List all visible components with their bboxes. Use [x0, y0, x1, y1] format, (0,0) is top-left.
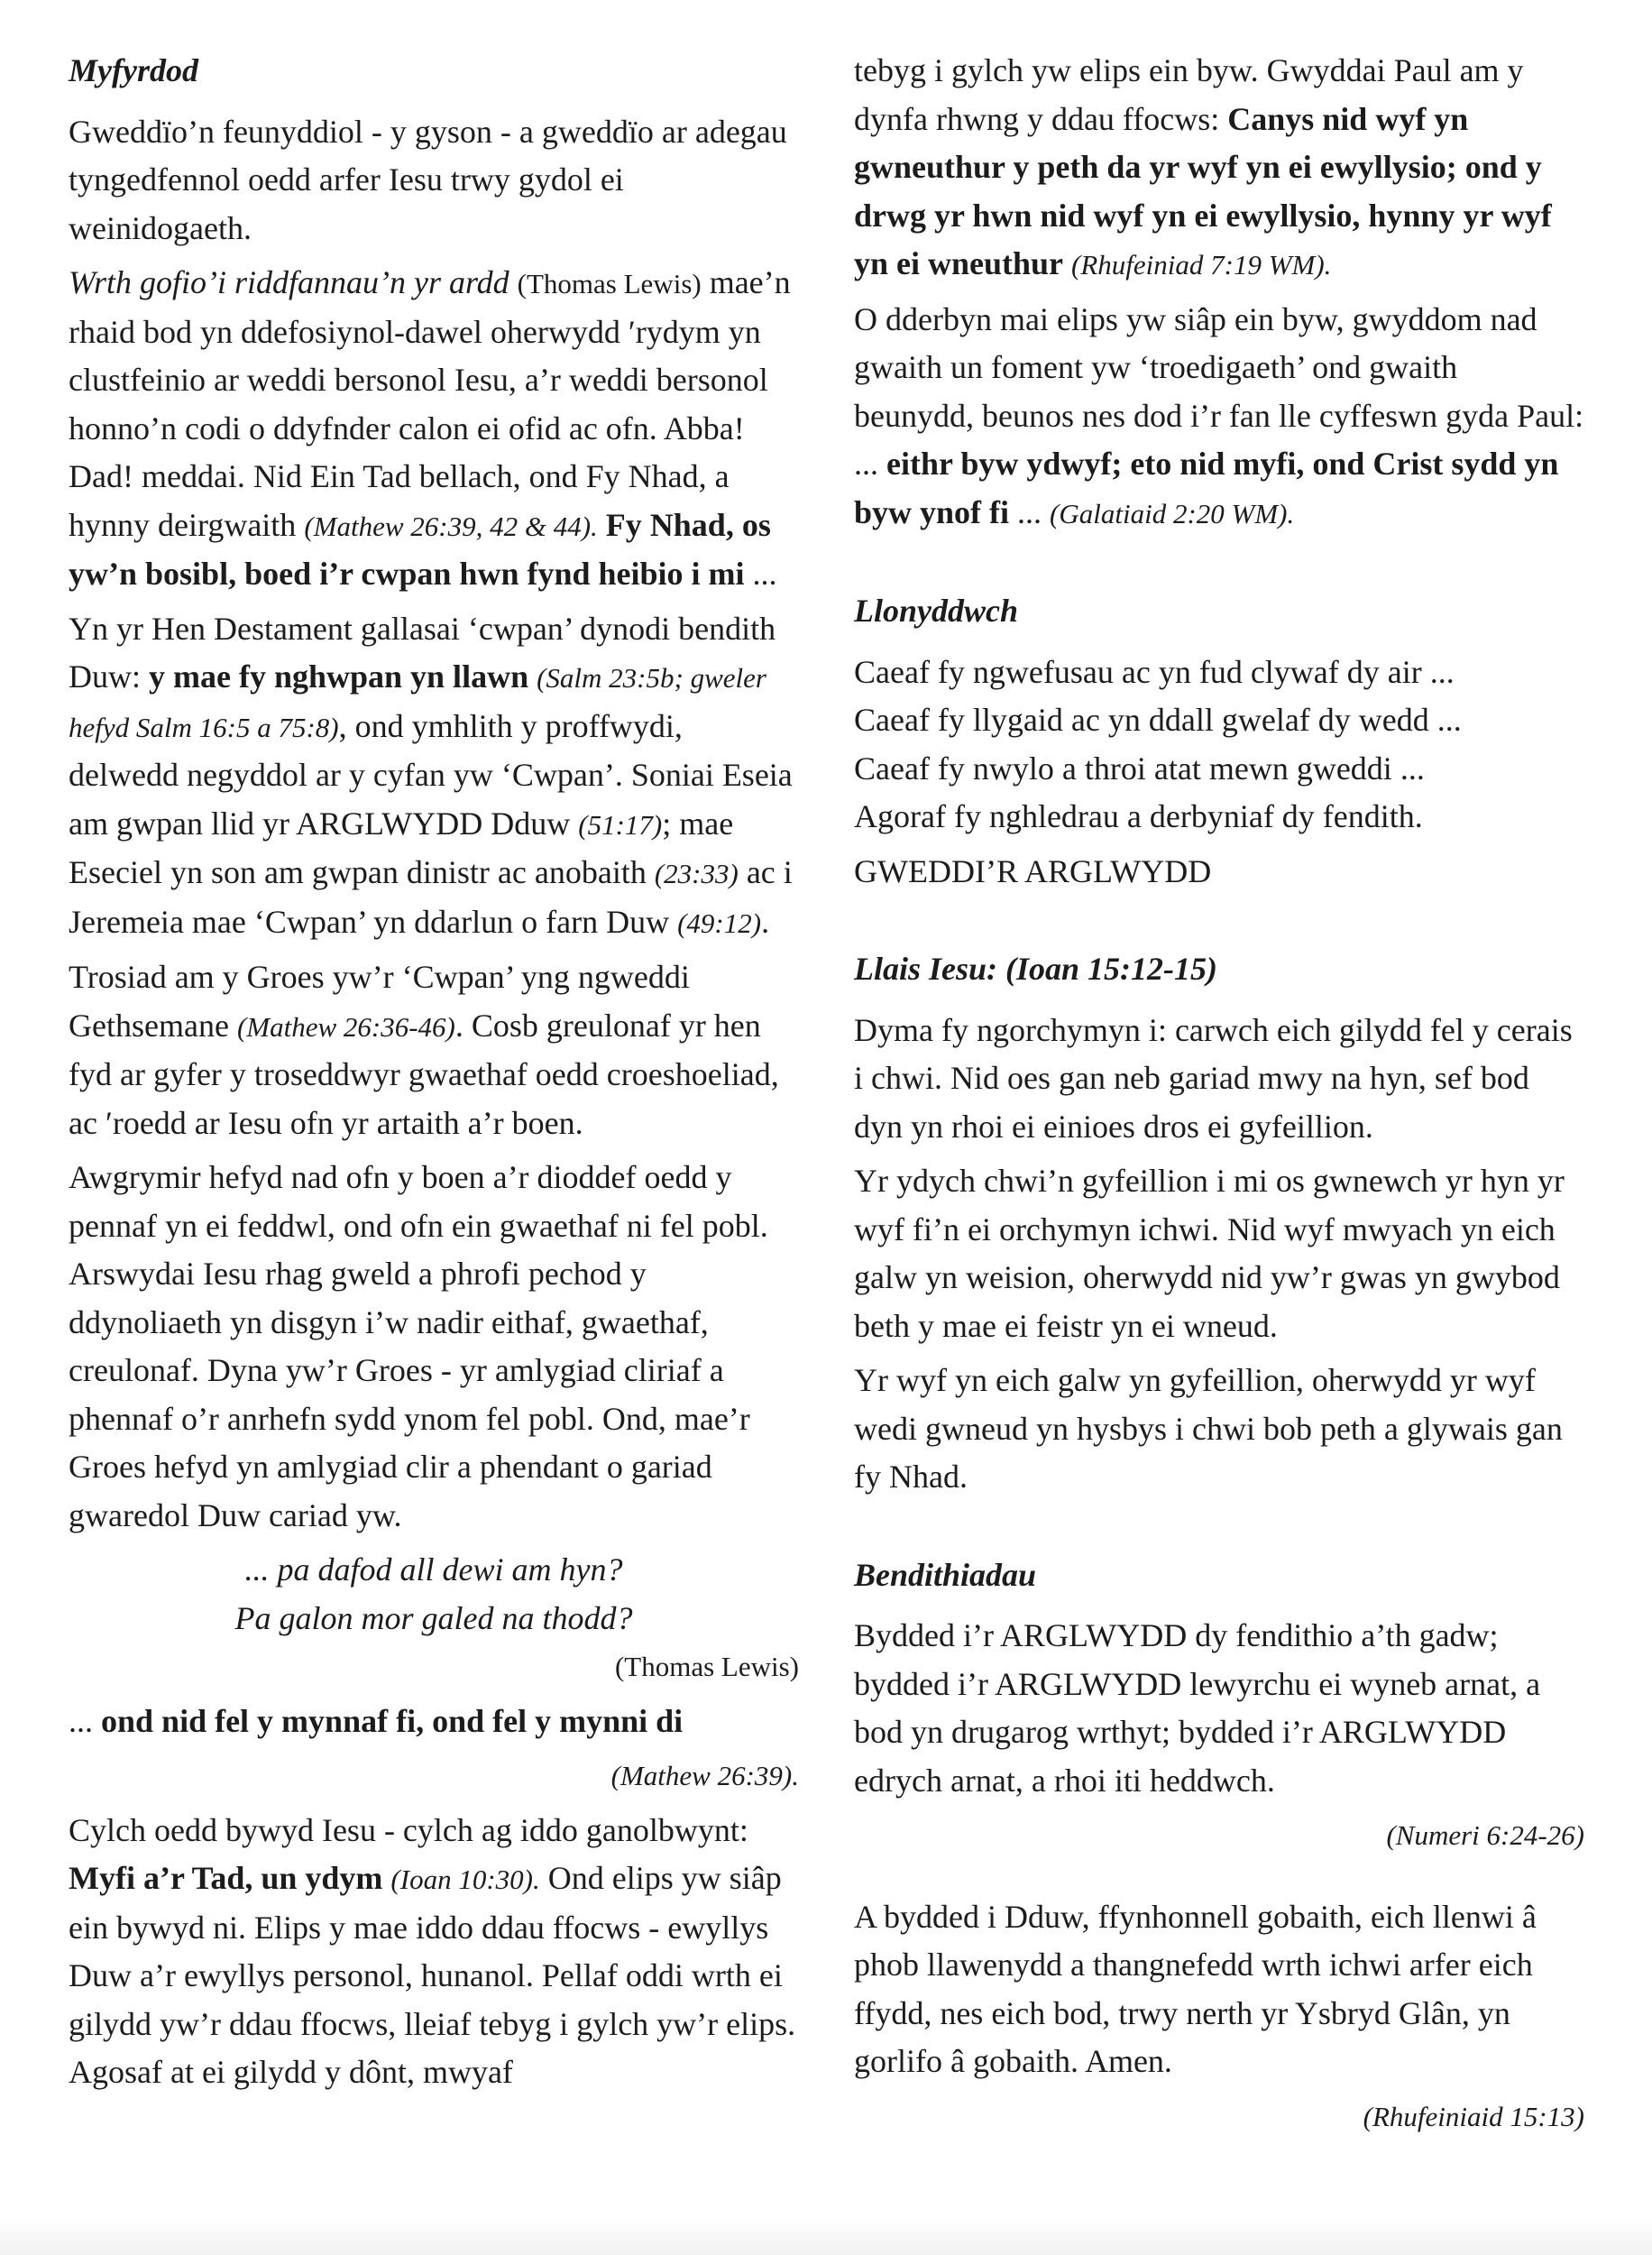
poem-author: (Thomas Lewis) [614, 1651, 799, 1682]
paragraph-6-text: Cylch oedd bywyd Iesu - cylch ag iddo ganolbwynt: [69, 1811, 748, 1848]
poem-line-1: ... pa dafod all dewi am hyn? [244, 1551, 623, 1588]
lords-prayer: GWEDDI’R ARGLWYDD [854, 852, 1212, 889]
stillness-lines [854, 649, 1584, 842]
scripture-ref: (Ioan 10:30). [390, 1864, 540, 1895]
paragraph-3 [69, 605, 799, 948]
scripture-ref: (Mathew 26:36-46) [236, 1010, 455, 1043]
stillness-line: Caeaf fy llygaid ac yn ddall gwelaf dy wedd ... [854, 702, 1462, 738]
verse-paragraph: Yr wyf yn eich galw yn gyfeillion, oherwydd yr wyf wedi gwneud yn hysbys i chwi bob peth a glywais gan fy Nhad. [854, 1362, 1563, 1495]
paragraph-4-text: Trosiad am y Groes yw’r ‘Cwpan’ yng ngweddi Gethsemane [69, 959, 690, 1044]
ellipsis: ... [1017, 493, 1042, 530]
spacer [854, 1508, 1584, 1551]
hymn-quote: Wrth gofio’i riddfannau’n yr ardd [69, 264, 509, 300]
bold-quote: y mae fy nghwpan yn llawn [149, 658, 529, 695]
scripture-ref: (23:33) [654, 858, 739, 889]
paragraph-1: Gweddïo’n feunyddiol - y gyson - a gweddïo ar adegau tyngedfennol oedd arfer Iesu trwy gydol ei weinidogaeth. [69, 113, 787, 246]
scripture-ref: (Mathew 26:39). [610, 1760, 799, 1791]
blessing-2: A bydded i Dduw, ffynhonnell gobaith, eich llenwi â phob llawenydd a thangnefedd wrth ichwi arfer eich ffydd, nes eich bod, trwy nerth yr Ysbryd Glân, yn gorlifo â gobaith. Amen. [854, 1898, 1537, 2079]
blessing-1-ref: (Numeri 6:24-26) [1386, 1819, 1584, 1851]
paragraph-5: Awgrymir hefyd nad ofn y boen a’r dioddef oedd y pennaf yn ei feddwl, ond ofn ein gwaethaf ni fel pobl. Arswydai Iesu rhag gweld a phrofi pechod y ddynoliaeth yn disgyn i’w nadir eithaf, gwaethaf, creulonaf. Dyna yw’r Groes - yr amlygiad cliriaf a phennaf o’r anrhefn sydd ynom fel pobl. Ond, mae’r Groes hefyd yn amlygiad clir a phendant o gariad gwaredol Duw cariad yw. [69, 1159, 768, 1533]
bold-quote: Myfi a’r Tad, un ydym [69, 1860, 383, 1896]
paragraph-4-text: . Cosb greulonaf yr hen fyd ar gyfer y troseddwyr gwaethaf oedd croeshoeliad, ac ʹroedd ar Iesu ofn yr artaith a’r boen. [69, 1007, 779, 1141]
bottom-shadow [0, 2219, 1652, 2255]
blessing-2-ref: (Rhufeiniaid 15:13) [1363, 2100, 1584, 2132]
heading-llais-iesu: Llais Iesu: (Ioan 15:12-15) [854, 951, 1217, 987]
scripture-ref: (Salm 23:5b; gweler hefyd Salm 16:5 a 75:8) [69, 662, 766, 743]
hymn-author: (Thomas Lewis) [517, 268, 702, 299]
spacer [854, 902, 1584, 945]
paragraph-6 [69, 1807, 799, 2097]
paragraph-6-text: Ond elips yw siâp ein bywyd ni. Elips y mae iddo ddau ffocws - ewyllys Duw a’r ewyllys personol, hunanol. Pellaf oddi wrth ei gilydd yw’r ddau ffocws, lleiaf tebyg i gylch yw’r elips. Agosaf at ei gilydd y dônt, mwyaf [69, 1860, 796, 2090]
paragraph-continued [854, 47, 1584, 290]
paragraph-2-text: mae’n rhaid bod yn ddefosiynol-dawel oherwydd ʹrydym yn clustfeinio ar weddi bersonol Iesu, a’r weddi bersonol honno’n codi o ddyfnder calon ei ofid ac ofn. Abba! Dad! meddai. Nid Ein Tad bellach, ond Fy Nhad, a hynny deirgwaith [69, 264, 791, 543]
scripture-ref: (Galatiaid 2:20 WM). [1050, 497, 1295, 529]
paragraph-text: O dderbyn mai elips yw siâp ein byw, gwyddom nad gwaith un foment yw ‘troedigaeth’ ond gwaith beunydd, beunos nes dod i’r fan lle cyffeswn gyda Paul: ... [854, 300, 1584, 482]
paragraph-text: tebyg i gylch yw elips ein byw. Gwyddai Paul am y dynfa rhwng y ddau ffocws: [854, 52, 1524, 137]
heading-myfyrdod: Myfyrdod [69, 52, 198, 88]
scripture-ref: (Rhufeiniad 7:19 WM). [1071, 249, 1332, 281]
blessing-1: Bydded i’r ARGLWYDD dy fendithio a’th gadw; bydded i’r ARGLWYDD lewyrchu ei wyneb arnat, a bod yn drugarog wrthyt; bydded i’r ARGLWYDD edrych arnat, a rhoi iti heddwch. [854, 1617, 1541, 1799]
bold-quote: eithr byw ydwyf; eto nid myfi, ond Crist sydd yn byw ynof fi [854, 446, 1559, 530]
paragraph-3-text: , ond ymhlith y proffwydi, delwedd negyddol ar y cyfan yw ‘Cwpan’. Soniai Eseia am gwpan llid yr ARGLWYDD Dduw [69, 707, 793, 842]
scripture-ref: (Mathew 26:39, 42 & 44). [304, 510, 598, 542]
stillness-line: Agoraf fy nghledrau a derbyniaf dy fendith. [854, 798, 1423, 834]
ellipsis: ... [752, 556, 777, 592]
paragraph-3-text: ; mae Eseciel yn son am gwpan dinistr ac anobaith [69, 805, 734, 890]
bold-quote: Fy Nhad, os yw’n bosibl, boed i’r cwpan hwn fynd heibio i mi [69, 506, 771, 592]
paragraph-3-text: . [761, 903, 770, 940]
stillness-line: Caeaf fy nwylo a throi atat mewn gweddi ... [854, 750, 1425, 787]
paragraph-3-text: Yn yr Hen Destament gallasai ‘cwpan’ dynodi bendith Duw: [69, 610, 776, 695]
paragraph-3-text: ac i Jeremeia mae ‘Cwpan’ yn ddarlun o farn Duw [69, 854, 793, 940]
spacer [854, 1866, 1584, 1893]
bold-quote: ond nid fel y mynnaf fi, ond fel y mynni di [101, 1702, 684, 1739]
ellipsis: ... [69, 1702, 93, 1739]
poem-line-2: Pa galon mor galed na thodd? [234, 1599, 633, 1636]
paragraph-2 [69, 259, 799, 599]
heading-bendithiadau: Bendithiadau [854, 1556, 1037, 1593]
scripture-ref: (49:12) [677, 907, 762, 939]
verse-paragraph: Dyma fy ngorchymyn i: carwch eich gilydd fel y cerais i chwi. Nid oes gan neb gariad mwy na hyn, sef bod dyn yn rhoi ei einioes dros ei gyfeillion. [854, 1011, 1573, 1145]
stillness-line: Caeaf fy ngwefusau ac yn fud clywaf dy air ... [854, 653, 1455, 690]
left-column [69, 47, 799, 2103]
heading-llonyddwch: Llonyddwch [854, 593, 1019, 629]
scripture-ref: (51:17) [578, 808, 663, 841]
spacer [854, 544, 1584, 587]
paragraph-4 [69, 953, 799, 1147]
bold-quote: Canys nid wyf yn gwneuthur y peth da yr wyf yn ei ewyllysio; ond y drwg yr hwn nid wyf yn ei ewyllysio, hynny yr wyf yn ei wneuthur [854, 100, 1552, 281]
paragraph-conversion [854, 296, 1584, 538]
quote-line [69, 1698, 799, 1746]
right-column [854, 47, 1584, 2147]
verse-paragraph: Yr ydych chwi’n gyfeillion i mi os gwnewch yr hyn yr wyf fi’n ei orchymyn ichwi. Nid wyf mwyach yn eich galw yn weision, oherwydd nid yw’r gwas yn gwybod beth y mae ei feistr yn ei wneud. [854, 1163, 1565, 1344]
